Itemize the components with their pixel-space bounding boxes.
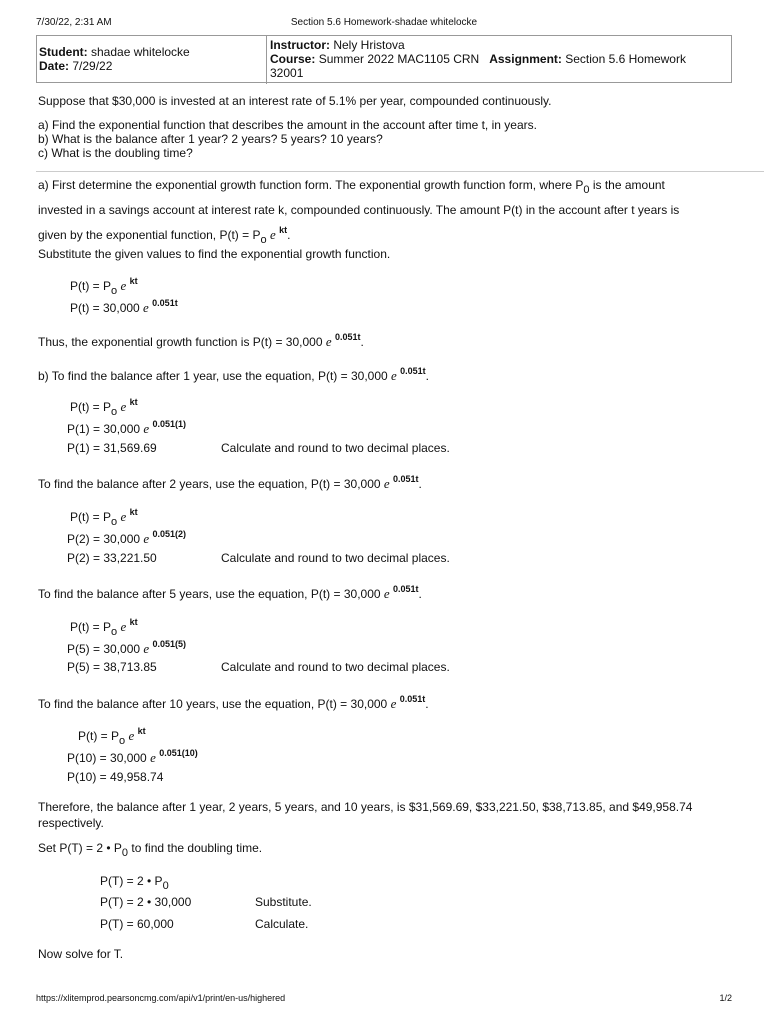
e-symbol: e — [269, 227, 276, 242]
exponent-051t: 0.051t — [393, 474, 419, 484]
round-note: Calculate and round to two decimal places. — [221, 660, 450, 674]
assignment-label: Assignment: — [489, 52, 562, 66]
round-note: Calculate and round to two decimal places. — [221, 551, 450, 565]
e-symbol: e — [143, 531, 150, 546]
e-symbol: e — [120, 619, 127, 634]
eq-text: b) To find the balance after 1 year, use the equation, P(t) = 30,000 — [38, 369, 392, 383]
e-symbol: e — [120, 509, 127, 524]
instructor-name: Nely Hristova — [333, 38, 405, 52]
eq-p5-value: P(5) = 38,713.85 — [67, 660, 157, 674]
part-a: a) Find the exponential function that describes the amount in the account after time t, in years. — [38, 118, 537, 132]
e-symbol: e — [143, 641, 150, 656]
exponent-051t: 0.051t — [152, 298, 178, 308]
subscript-o: o — [111, 626, 118, 638]
assignment-info-box — [36, 35, 732, 83]
substitute-note: Substitute. — [255, 895, 312, 909]
print-datetime: 7/30/22, 2:31 AM — [36, 17, 112, 28]
eq-doubling-1 — [100, 874, 169, 892]
e-symbol: e — [383, 476, 390, 491]
a-intro-line-3: given by the exponential function, P(t) = P — [38, 228, 261, 242]
eq-p1-value: P(1) = 31,569.69 — [67, 441, 157, 455]
course-label: Course: — [270, 52, 316, 66]
eq-text: Thus, the exponential growth function is P(t) = 30,000 — [38, 335, 326, 349]
round-note: Calculate and round to two decimal places. — [221, 441, 450, 455]
exponent-kt: kt — [129, 617, 138, 627]
print-page-title: Section 5.6 Homework-shadae whitelocke — [290, 17, 478, 28]
e-symbol: e — [390, 696, 397, 711]
exponent-051t: 0.051t — [334, 332, 361, 342]
eq-text: P(10) = 30,000 — [67, 751, 151, 765]
e-symbol: e — [391, 368, 397, 383]
set-doubling-statement — [38, 841, 262, 859]
e-symbol: e — [150, 750, 156, 765]
e-symbol: e — [383, 586, 390, 601]
eq-doubling-2: P(T) = 2 • 30,000 — [100, 895, 192, 909]
eq-general-form — [70, 397, 138, 418]
subscript-0: 0 — [121, 847, 129, 859]
instructor-label: Instructor: — [270, 38, 330, 52]
eq-doubling-3: P(T) = 60,000 — [100, 917, 174, 931]
e-symbol: e — [120, 278, 127, 293]
eq-text: To find the balance after 5 years, use the equation, P(t) = 30,000 — [38, 587, 384, 601]
e-symbol: e — [325, 334, 332, 349]
exponent-kt: kt — [279, 225, 288, 235]
eq-text: P(t) = P — [70, 279, 112, 293]
eq-text: P(t) = P — [70, 400, 112, 414]
student-name: shadae whitelocke — [91, 45, 190, 59]
eq-p1-substituted — [67, 419, 186, 437]
intro-2-years — [38, 474, 422, 492]
intro-5-years — [38, 584, 422, 602]
eq-substituted — [70, 298, 178, 316]
problem-parts — [38, 118, 728, 160]
therefore-statement: Therefore, the balance after 1 year, 2 years, 5 years, and 10 years, is $31,569.69, $33,221.50, $38,713.85, and $49,958.74 respectively. — [38, 800, 693, 830]
period: . — [360, 335, 364, 349]
course-number: 32001 — [270, 66, 304, 80]
solve-for-t: Now solve for T. — [38, 947, 124, 961]
period: . — [425, 697, 429, 711]
a-intro-line-1: a) First determine the exponential growth function form. The exponential growth function form, where P — [38, 178, 584, 192]
e-symbol: e — [143, 421, 150, 436]
solution-a-intro — [38, 175, 728, 250]
exponent: 0.051(5) — [152, 639, 187, 649]
eq-p10-value: P(10) = 49,958.74 — [67, 770, 164, 784]
intro-10-years — [38, 694, 429, 712]
student-info — [39, 45, 190, 73]
footer-url: https://xlitemprod.pearsoncmg.com/api/v1/print/en-us/highered — [36, 993, 286, 1003]
eq-general-form — [70, 507, 138, 528]
eq-p5-substituted — [67, 639, 186, 657]
exponent-kt: kt — [137, 726, 146, 736]
exponent-051t: 0.051t — [400, 366, 426, 376]
thus-statement — [38, 332, 364, 350]
e-symbol: e — [120, 399, 127, 414]
eq-general-form — [70, 617, 138, 638]
date-label: Date: — [39, 59, 70, 73]
a-intro-line-2: invested in a savings account at interest rate k, compounded continuously. The amount P(t) in the account after t years is — [38, 203, 680, 217]
problem-statement: Suppose that $30,000 is invested at an interest rate of 5.1% per year, compounded continuously. — [38, 94, 552, 108]
subscript-o: o — [260, 234, 267, 246]
e-symbol: e — [128, 728, 135, 743]
calculate-note: Calculate. — [255, 917, 309, 931]
eq-text: P(t) = P — [78, 729, 120, 743]
exponent-kt: kt — [129, 507, 138, 517]
exponent-051t: 0.051t — [399, 694, 426, 704]
exponent: 0.051(1) — [152, 419, 187, 429]
eq-text: P(t) = P — [70, 510, 112, 524]
page-number: 1/2 — [719, 993, 732, 1003]
eq-text: P(T) = 2 • P — [100, 874, 163, 888]
exponent: 0.051(2) — [152, 529, 187, 539]
e-symbol: e — [143, 300, 149, 315]
student-label: Student: — [39, 45, 88, 59]
info-divider — [266, 36, 267, 84]
eq-general-form — [70, 276, 138, 297]
eq-text: P(t) = 30,000 — [70, 301, 144, 315]
b-intro — [38, 366, 429, 384]
period: . — [287, 228, 291, 242]
eq-text: P(5) = 30,000 — [67, 642, 144, 656]
subscript-o: o — [119, 735, 126, 747]
part-c: c) What is the doubling time? — [38, 146, 193, 160]
substitute-intro: Substitute the given values to find the exponential growth function. — [38, 247, 391, 261]
course-value: Summer 2022 MAC1105 CRN — [318, 52, 480, 66]
a-intro-line-1-end: is the amount — [589, 178, 665, 192]
eq-text: P(1) = 30,000 — [67, 422, 144, 436]
exponent-051t: 0.051t — [393, 584, 419, 594]
exponent: 0.051(10) — [159, 748, 198, 758]
eq-p2-substituted — [67, 529, 186, 547]
eq-text-end: to find the doubling time. — [128, 841, 263, 855]
eq-text: Set P(T) = 2 • P — [38, 841, 122, 855]
subscript-o: o — [111, 516, 118, 528]
part-b: b) What is the balance after 1 year? 2 years? 5 years? 10 years? — [38, 132, 383, 146]
eq-p2-value: P(2) = 33,221.50 — [67, 551, 157, 565]
date-value: 7/29/22 — [72, 59, 113, 73]
subscript-0: 0 — [583, 184, 590, 196]
assignment-value: Section 5.6 Homework — [565, 52, 686, 66]
period: . — [418, 477, 422, 491]
exponent-kt: kt — [129, 397, 138, 407]
subscript-o: o — [111, 406, 118, 418]
period: . — [425, 369, 430, 383]
eq-text: P(t) = P — [70, 620, 112, 634]
period: . — [418, 587, 422, 601]
subscript-0: 0 — [162, 880, 169, 892]
subscript-o: o — [111, 285, 118, 297]
eq-text: P(2) = 30,000 — [67, 532, 144, 546]
eq-text: To find the balance after 10 years, use the equation, P(t) = 30,000 — [38, 697, 391, 711]
eq-general-form — [78, 726, 146, 747]
eq-p10-substituted — [67, 748, 198, 766]
divider — [36, 171, 764, 172]
exponent-kt: kt — [129, 276, 138, 286]
course-info — [270, 38, 730, 80]
eq-text: To find the balance after 2 years, use the equation, P(t) = 30,000 — [38, 477, 384, 491]
